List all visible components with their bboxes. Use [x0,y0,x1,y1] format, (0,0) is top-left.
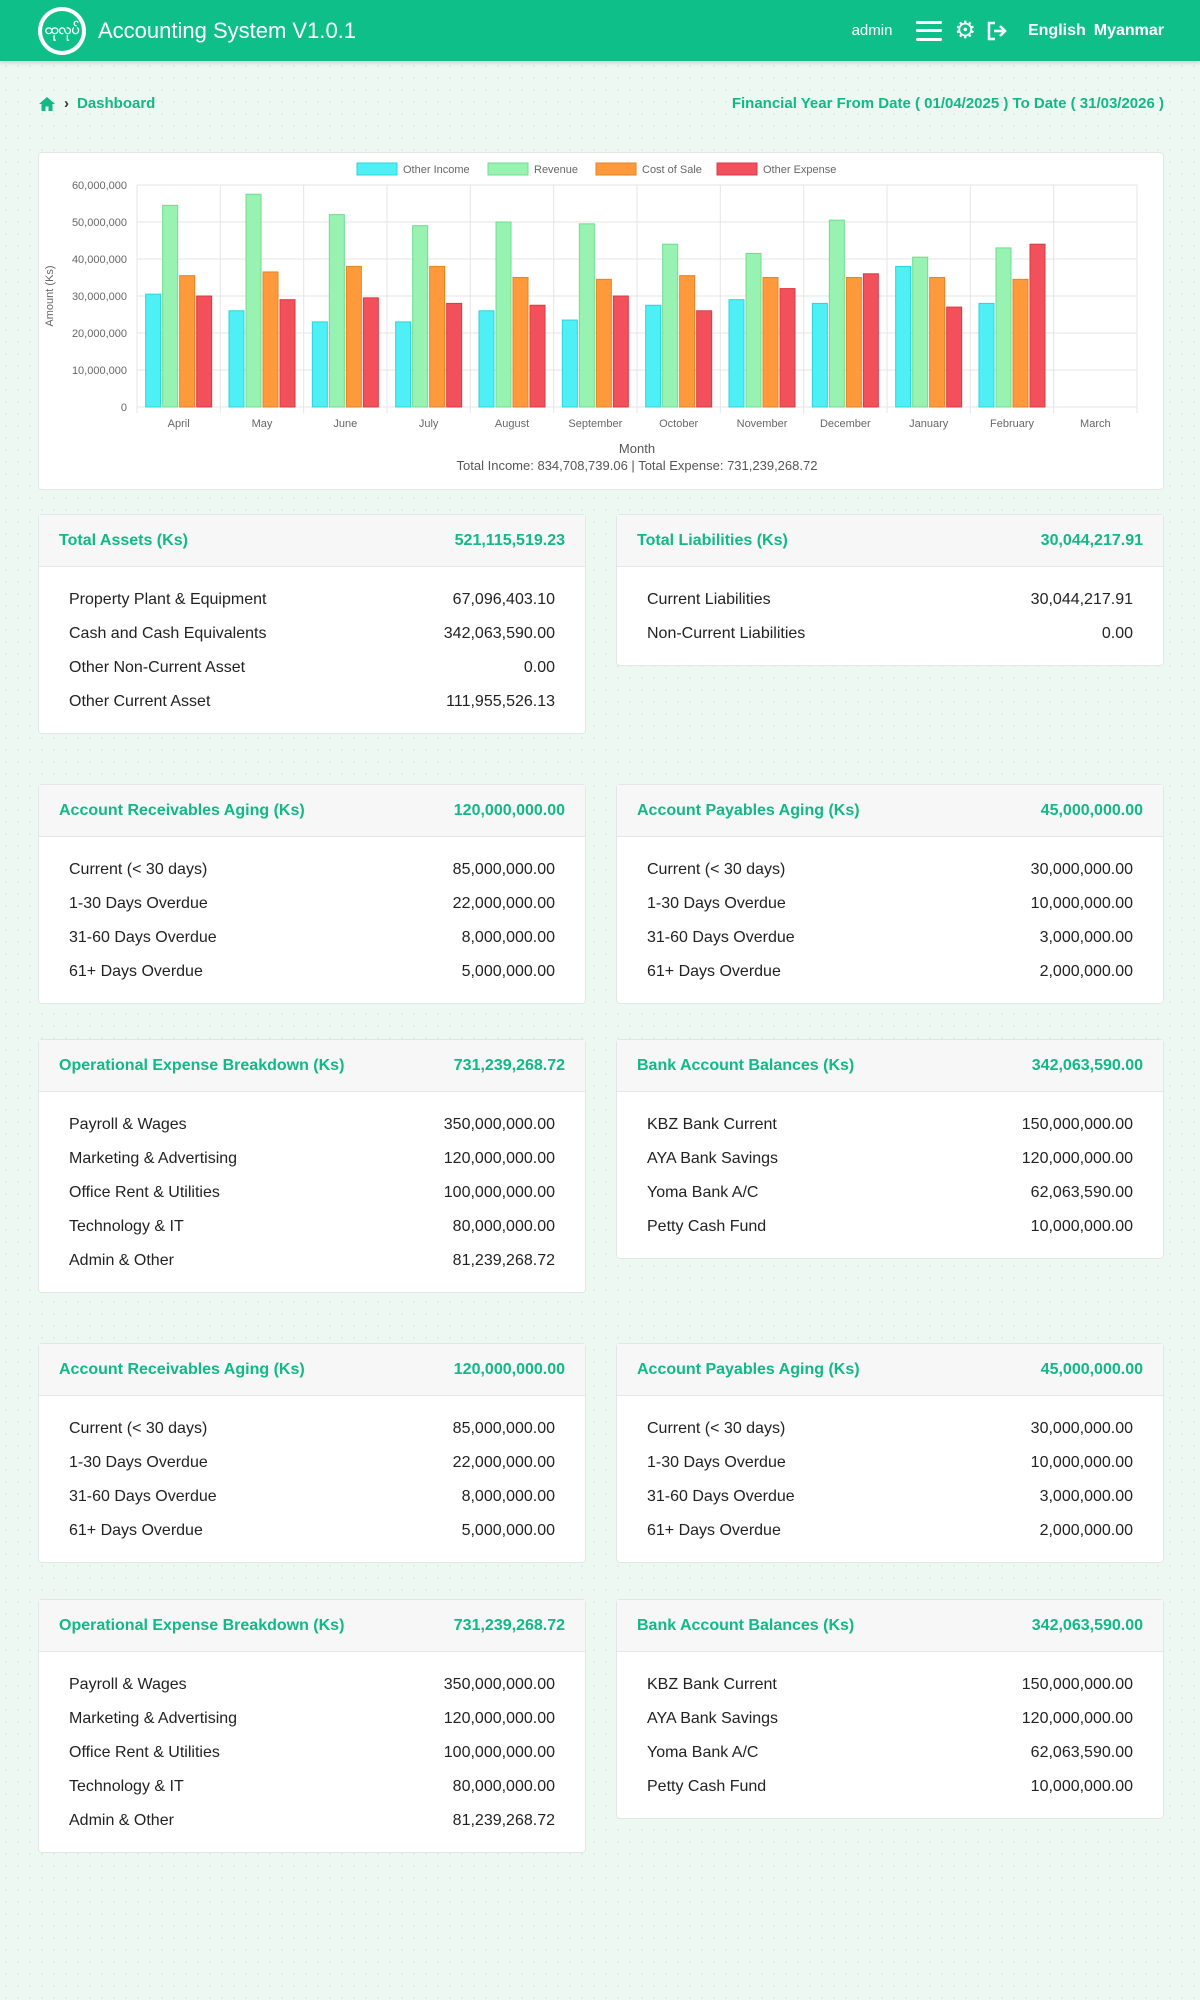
item-label: Property Plant & Equipment [69,591,267,608]
card-total: 120,000,000.00 [453,801,565,819]
list-item [647,1736,1133,1770]
x-tick-label: January [909,418,949,430]
list-item [69,1702,555,1736]
item-value: 80,000,000.00 [452,1778,555,1795]
card-total: 120,000,000.00 [453,1360,565,1378]
gear-icon[interactable]: ⚙ [954,16,976,44]
x-axis-label: Month [618,441,656,456]
item-value: 10,000,000.00 [1030,1778,1133,1795]
item-value: 3,000,000.00 [1039,1488,1133,1505]
bar-other-expense [947,307,962,407]
y-tick-label: 30,000,000 [71,291,127,303]
item-label: 31-60 Days Overdue [647,929,795,946]
list-item [647,1480,1133,1514]
bar-other-expense [613,296,628,407]
list-item [69,1514,555,1548]
list-item [69,1668,555,1702]
item-label: 1-30 Days Overdue [69,1454,208,1471]
list-item [647,1668,1133,1702]
item-label: KBZ Bank Current [647,1676,777,1693]
card-header [617,785,1163,837]
card-body [617,567,1163,665]
y-axis-label: Amount (Ks) [44,265,56,327]
x-tick-label: November [736,418,788,430]
item-value: 81,239,268.72 [452,1252,555,1269]
card-body [39,837,585,1003]
lang-english-link[interactable]: English [1027,21,1086,39]
item-label: Petty Cash Fund [647,1218,767,1235]
y-tick-label: 40,000,000 [71,254,127,266]
list-item [647,1210,1133,1244]
bar-cost-of-sale [596,279,611,407]
bar-other-income [896,266,911,407]
item-value: 342,063,590.00 [443,625,555,642]
total-liabilities-card [616,514,1164,666]
breadcrumb-dashboard[interactable]: Dashboard [77,95,156,112]
item-label: 1-30 Days Overdue [647,895,786,912]
item-value: 81,239,268.72 [452,1812,555,1829]
item-label: 61+ Days Overdue [647,963,781,980]
bar-revenue [913,257,928,407]
list-item [647,1770,1133,1804]
bar-revenue [496,222,511,407]
item-label: 31-60 Days Overdue [69,929,217,946]
bar-other-income [312,322,327,407]
item-label: Current (< 30 days) [647,1420,786,1437]
card-body [617,1396,1163,1562]
logo-text: ထုလုပ် [42,11,82,51]
bar-other-expense [363,298,378,407]
list-item [69,1446,555,1480]
card-title: Operational Expense Breakdown (Ks) [59,1056,345,1074]
item-value: 120,000,000.00 [1021,1150,1133,1167]
card-title: Account Receivables Aging (Ks) [59,1360,305,1378]
bar-other-expense [697,311,712,407]
item-label: Other Non-Current Asset [69,659,246,676]
list-item [647,1514,1133,1548]
item-value: 100,000,000.00 [443,1744,555,1761]
bar-cost-of-sale [1013,279,1028,407]
card-body [39,567,585,733]
card-body [39,1652,585,1852]
list-item [647,955,1133,989]
x-tick-label: September [568,418,623,430]
list-item [69,853,555,887]
item-label: Marketing & Advertising [69,1150,238,1167]
bank-balances-card [616,1039,1164,1259]
card-body [617,1092,1163,1258]
bank-balances-card [616,1599,1164,1819]
list-item [647,1412,1133,1446]
legend-swatch [357,163,397,175]
list-item [69,1176,555,1210]
card-total: 45,000,000.00 [1040,1360,1143,1378]
bar-other-income [812,303,827,407]
bar-cost-of-sale [680,276,695,407]
legend-swatch [488,163,528,175]
list-item [647,1702,1133,1736]
item-label: 61+ Days Overdue [647,1522,781,1539]
list-item [647,1142,1133,1176]
card-body [39,1092,585,1292]
bar-other-expense [197,296,212,407]
item-value: 120,000,000.00 [1021,1710,1133,1727]
list-item [69,1210,555,1244]
card-header [39,515,585,567]
list-item [69,1804,555,1838]
item-value: 120,000,000.00 [443,1710,555,1727]
item-label: 61+ Days Overdue [69,963,203,980]
list-item [69,887,555,921]
x-tick-label: October [659,418,699,430]
list-item [647,1176,1133,1210]
item-label: Current (< 30 days) [69,1420,208,1437]
bar-other-income [979,303,994,407]
bar-other-income [396,322,411,407]
card-title: Operational Expense Breakdown (Ks) [59,1616,345,1634]
y-tick-label: 50,000,000 [71,217,127,229]
bar-revenue [996,248,1011,407]
item-label: 31-60 Days Overdue [69,1488,217,1505]
bar-other-income [646,305,661,407]
x-tick-label: April [167,418,190,430]
bar-other-expense [530,305,545,407]
item-label: Current (< 30 days) [647,861,786,878]
x-tick-label: August [494,418,530,430]
bar-cost-of-sale [930,278,945,408]
item-value: 62,063,590.00 [1030,1184,1133,1201]
list-item [69,617,555,651]
item-value: 0.00 [523,659,555,676]
item-value: 150,000,000.00 [1021,1116,1133,1133]
item-value: 10,000,000.00 [1030,1218,1133,1235]
item-value: 22,000,000.00 [452,1454,555,1471]
financial-year: Financial Year From Date ( 01/04/2025 ) To Date ( 31/03/2026 ) [731,95,1164,112]
item-value: 111,955,526.13 [446,693,555,710]
bar-other-income [229,311,244,407]
item-value: 350,000,000.00 [443,1116,555,1133]
item-label: 61+ Days Overdue [69,1522,203,1539]
x-tick-label: June [333,418,358,430]
bar-other-expense [1030,244,1045,407]
item-value: 3,000,000.00 [1039,929,1133,946]
card-title: Account Payables Aging (Ks) [637,1360,860,1378]
list-item [69,1108,555,1142]
list-item [69,1736,555,1770]
item-label: Yoma Bank A/C [647,1744,759,1761]
item-value: 85,000,000.00 [452,861,555,878]
card-body [617,1652,1163,1818]
bar-other-expense [447,303,462,407]
card-title: Total Assets (Ks) [59,531,188,549]
bar-other-expense [280,300,295,407]
item-value: 120,000,000.00 [443,1150,555,1167]
list-item [69,583,555,617]
legend-label: Cost of Sale [642,164,702,176]
card-title: Bank Account Balances (Ks) [637,1056,855,1074]
payables-aging-card [616,784,1164,1004]
item-label: Yoma Bank A/C [647,1184,759,1201]
list-item [69,1412,555,1446]
card-header [617,1600,1163,1652]
lang-myanmar-link[interactable]: Myanmar [1093,21,1164,39]
card-body [39,1396,585,1562]
x-tick-label: May [251,418,273,430]
list-item [69,921,555,955]
navbar-right [851,16,1164,44]
item-value: 67,096,403.10 [452,591,555,608]
item-label: Technology & IT [69,1218,184,1235]
card-header [39,1344,585,1396]
item-label: Current (< 30 days) [69,861,208,878]
item-value: 62,063,590.00 [1030,1744,1133,1761]
list-item [647,887,1133,921]
x-tick-label: July [418,418,439,430]
item-label: Office Rent & Utilities [69,1184,220,1201]
bar-other-income [729,300,744,407]
item-label: Marketing & Advertising [69,1710,238,1727]
list-item [647,921,1133,955]
opex-breakdown-card [38,1599,586,1853]
x-tick-label: December [819,418,871,430]
item-value: 30,000,000.00 [1030,861,1133,878]
card-title: Total Liabilities (Ks) [637,531,788,549]
item-label: Admin & Other [69,1252,174,1269]
list-item [69,955,555,989]
item-label: Payroll & Wages [69,1116,187,1133]
card-header [39,785,585,837]
total-assets-card [38,514,586,734]
y-tick-label: 0 [120,402,127,414]
card-total: 342,063,590.00 [1031,1616,1143,1634]
bar-revenue [329,215,344,407]
item-label: Petty Cash Fund [647,1778,767,1795]
item-value: 8,000,000.00 [461,1488,555,1505]
bar-other-income [479,311,494,407]
bar-other-income [146,294,161,407]
legend-label: Other Expense [763,164,837,176]
card-title: Account Payables Aging (Ks) [637,801,860,819]
item-label: AYA Bank Savings [647,1710,779,1727]
card-body [617,837,1163,1003]
card-header [39,1040,585,1092]
app-title: Accounting System V1.0.1 [98,17,357,43]
bar-other-income [562,320,577,407]
item-label: Non-Current Liabilities [647,625,806,642]
bar-other-expense [863,274,878,407]
card-header [39,1600,585,1652]
item-label: 1-30 Days Overdue [69,895,208,912]
legend-label: Other Income [403,164,470,176]
app-logo[interactable] [38,7,86,55]
list-item [647,583,1133,617]
list-item [69,1142,555,1176]
x-tick-label: March [1080,418,1111,430]
item-value: 0.00 [1101,625,1133,642]
y-tick-label: 20,000,000 [71,328,127,340]
receivables-aging-card [38,1343,586,1563]
legend-swatch [717,163,757,175]
bar-revenue [829,220,844,407]
item-value: 2,000,000.00 [1039,963,1133,980]
bar-chart [39,153,1165,491]
y-tick-label: 10,000,000 [71,365,127,377]
item-label: Cash and Cash Equivalents [69,625,267,642]
income-expense-chart [38,152,1164,490]
list-item [69,1244,555,1278]
bar-cost-of-sale [346,266,361,407]
y-tick-label: 60,000,000 [71,180,127,192]
item-value: 30,044,217.91 [1030,591,1133,608]
list-item [647,1446,1133,1480]
item-label: Current Liabilities [647,591,771,608]
list-item [69,651,555,685]
item-label: Admin & Other [69,1812,174,1829]
item-value: 10,000,000.00 [1030,895,1133,912]
card-total: 731,239,268.72 [453,1056,565,1074]
list-item [69,685,555,719]
payables-aging-card [616,1343,1164,1563]
item-value: 8,000,000.00 [461,929,555,946]
list-item [69,1480,555,1514]
item-value: 30,000,000.00 [1030,1420,1133,1437]
bar-revenue [579,224,594,407]
item-value: 100,000,000.00 [443,1184,555,1201]
logout-icon[interactable] [986,21,1008,41]
bar-cost-of-sale [430,266,445,407]
bar-revenue [413,226,428,407]
item-value: 80,000,000.00 [452,1218,555,1235]
list-item [69,1770,555,1804]
list-item [647,1108,1133,1142]
item-label: Office Rent & Utilities [69,1744,220,1761]
bar-cost-of-sale [763,278,778,408]
item-label: Technology & IT [69,1778,184,1795]
legend-label: Revenue [534,164,579,176]
card-header [617,515,1163,567]
breadcrumb [38,95,1164,112]
item-value: 22,000,000.00 [452,895,555,912]
bar-other-expense [780,289,795,407]
bar-cost-of-sale [846,278,861,408]
receivables-aging-card [38,784,586,1004]
bar-revenue [663,244,678,407]
item-value: 350,000,000.00 [443,1676,555,1693]
chevron-right-icon: › [64,95,69,112]
user-menu[interactable]: admin [851,22,893,39]
card-total: 45,000,000.00 [1040,801,1143,819]
item-value: 85,000,000.00 [452,1420,555,1437]
top-navbar [0,0,1200,61]
item-value: 150,000,000.00 [1021,1676,1133,1693]
x-tick-label: February [989,418,1035,430]
menu-icon[interactable] [916,21,942,41]
item-value: 5,000,000.00 [461,1522,555,1539]
legend-swatch [596,163,636,175]
item-label: Payroll & Wages [69,1676,187,1693]
chart-totals: Total Income: 834,708,739.06 | Total Expense: 731,239,268.72 [456,458,818,473]
card-total: 731,239,268.72 [453,1616,565,1634]
card-header [617,1040,1163,1092]
item-value: 5,000,000.00 [461,963,555,980]
card-total: 30,044,217.91 [1040,531,1143,549]
bar-revenue [746,253,761,407]
card-header [617,1344,1163,1396]
card-total: 521,115,519.23 [454,531,565,549]
opex-breakdown-card [38,1039,586,1293]
list-item [647,617,1133,651]
card-title: Bank Account Balances (Ks) [637,1616,855,1634]
card-total: 342,063,590.00 [1031,1056,1143,1074]
item-label: 31-60 Days Overdue [647,1488,795,1505]
bar-cost-of-sale [263,272,278,407]
bar-cost-of-sale [180,276,195,407]
item-label: KBZ Bank Current [647,1116,777,1133]
bar-revenue [246,194,261,407]
home-icon[interactable] [38,96,56,112]
item-value: 10,000,000.00 [1030,1454,1133,1471]
bar-cost-of-sale [513,278,528,408]
item-label: Other Current Asset [69,693,211,710]
item-value: 2,000,000.00 [1039,1522,1133,1539]
card-title: Account Receivables Aging (Ks) [59,801,305,819]
item-label: 1-30 Days Overdue [647,1454,786,1471]
list-item [647,853,1133,887]
item-label: AYA Bank Savings [647,1150,779,1167]
bar-revenue [163,205,178,407]
